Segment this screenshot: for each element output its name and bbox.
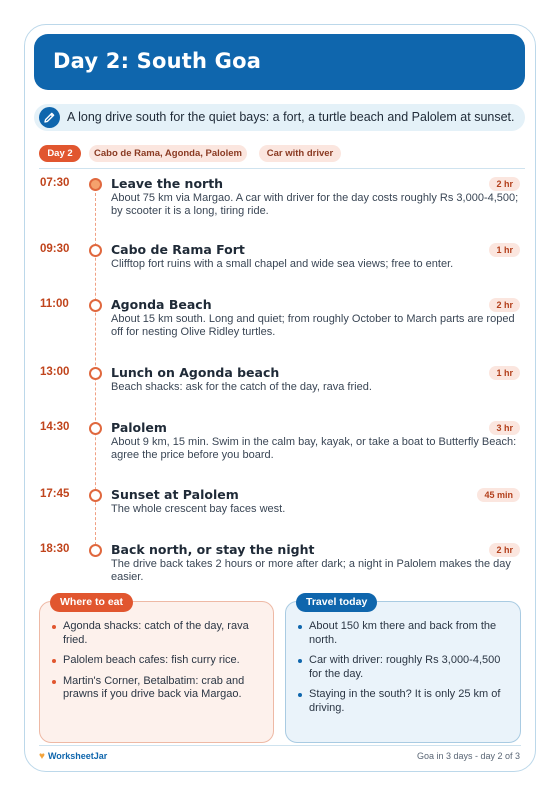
travel-today-box [285, 596, 521, 743]
footer-divider [39, 745, 521, 746]
item-title: Sunset at Palolem [111, 487, 239, 502]
pencil-icon [39, 107, 60, 128]
item-title: Leave the north [111, 176, 224, 191]
timeline-dot [89, 299, 102, 312]
item-time: 07:30 [40, 177, 70, 189]
where-to-eat-label: Where to eat [50, 593, 133, 612]
duration-badge: 2 hr [489, 298, 520, 312]
item-time: 14:30 [40, 421, 70, 433]
brand-name: WorksheetJar [47, 751, 108, 761]
where-to-eat-list [52, 620, 263, 709]
item-time: 13:00 [40, 366, 70, 378]
places-tag: Cabo de Rama, Agonda, Palolem [89, 145, 247, 162]
timeline-dot [89, 489, 102, 502]
timeline-dot-current [89, 178, 102, 191]
list-item: About 150 km there and back from the north. [298, 620, 510, 647]
day-tag: Day 2 [39, 145, 81, 162]
timeline-dot [89, 544, 102, 557]
travel-today-label: Travel today [296, 593, 377, 612]
page-title: Day 2: South Goa [53, 49, 262, 73]
list-item: Agonda shacks: catch of the day, rava fried. [52, 620, 263, 647]
item-time: 18:30 [40, 543, 70, 555]
duration-badge: 2 hr [489, 543, 520, 557]
item-title: Back north, or stay the night [111, 542, 315, 557]
item-description: Clifftop fort ruins with a small chapel and wide sea views; free to enter. [111, 258, 454, 270]
item-time: 09:30 [40, 243, 70, 255]
list-item: Staying in the south? It is only 25 km of driving. [298, 688, 510, 715]
intro-banner [34, 104, 525, 131]
intro-text: A long drive south for the quiet bays: a fort, a turtle beach and Palolem at sunset. [67, 110, 515, 124]
list-item: Car with driver: roughly Rs 3,000-4,500 for the day. [298, 654, 510, 681]
item-description: The drive back takes 2 hours or more after dark; a night in Palolem makes the day easier. [111, 558, 511, 583]
duration-badge: 1 hr [489, 243, 520, 257]
page-indicator: Goa in 3 days - day 2 of 3 [416, 751, 520, 761]
timeline-dot [89, 367, 102, 380]
item-title: Cabo de Rama Fort [111, 242, 245, 257]
timeline-dot [89, 244, 102, 257]
item-description: About 9 km, 15 min. Swim in the calm bay, kayak, or take a boat to Butterfly Beach: agree the price before you board. [111, 436, 517, 461]
divider [39, 168, 525, 169]
duration-badge: 2 hr [489, 177, 520, 191]
item-title: Agonda Beach [111, 297, 212, 312]
item-time: 11:00 [40, 298, 69, 310]
item-description: About 15 km south. Long and quiet; from roughly October to March parts are roped off for nesting Olive Ridley turtles. [111, 313, 515, 338]
brand-logo [39, 751, 107, 762]
heart-icon: ♥ [39, 751, 45, 762]
duration-badge: 45 min [477, 488, 520, 502]
list-item: Palolem beach cafes: fish curry rice. [52, 654, 263, 668]
list-item: Martin's Corner, Betalbatim: crab and prawns if you drive back via Margao. [52, 675, 263, 702]
where-to-eat-box [39, 596, 274, 743]
duration-badge: 1 hr [489, 366, 520, 380]
duration-badge: 3 hr [489, 421, 520, 435]
item-description: Beach shacks: ask for the catch of the day, rava fried. [111, 381, 372, 393]
timeline-dot [89, 422, 102, 435]
transport-tag: Car with driver [259, 145, 341, 162]
page-header [34, 34, 525, 90]
item-description: About 75 km via Margao. A car with driver for the day costs roughly Rs 3,000-4,500; by scooter it is a long, tiring ride. [111, 192, 519, 217]
item-description: The whole crescent bay faces west. [111, 503, 286, 515]
item-time: 17:45 [40, 488, 70, 500]
item-title: Palolem [111, 420, 167, 435]
travel-today-list [298, 620, 510, 722]
item-title: Lunch on Agonda beach [111, 365, 280, 380]
